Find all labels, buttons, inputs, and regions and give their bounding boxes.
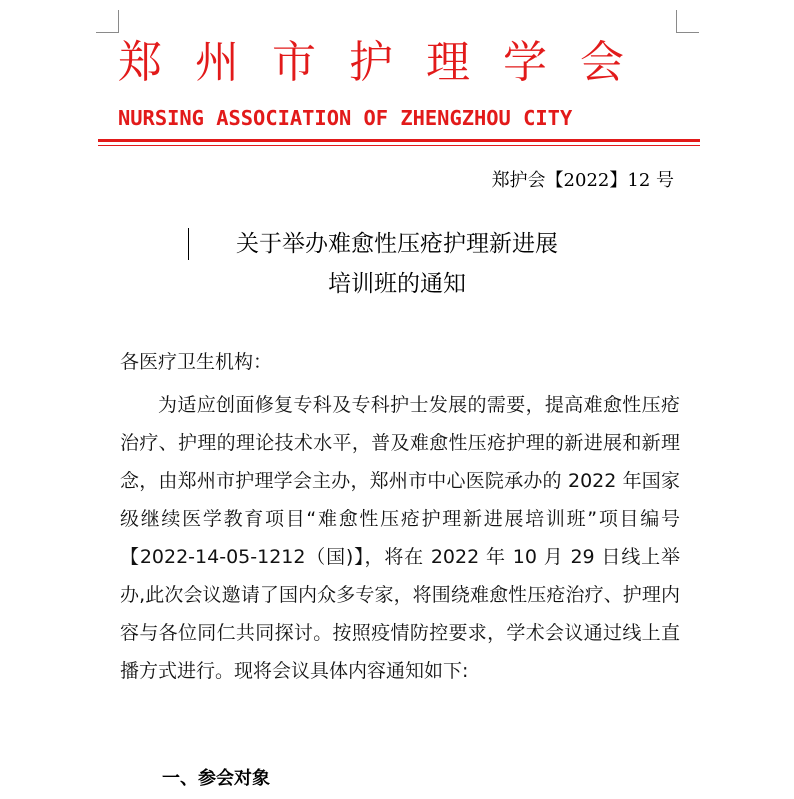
letterhead-divider-thick [98, 139, 700, 142]
margin-crop-mark-top-left [96, 10, 119, 33]
margin-crop-mark-top-right [676, 10, 699, 33]
document-number: 郑护会【2022】12 号 [491, 170, 674, 191]
document-title-line2[interactable]: 培训班的通知 [328, 271, 466, 297]
body-paragraph[interactable] [120, 386, 680, 690]
salutation[interactable]: 各医疗卫生机构： [120, 351, 273, 373]
letterhead-divider-thin [98, 145, 700, 146]
body-paragraph-text[interactable]: 为适应创面修复专科及专科护士发展的需要，提高难愈性压疮治疗、护理的理论技术水平，普及难愈性压疮护理的新进展和新理念，由郑州市护理学会主办，郑州市中心医院承办的 2022 年国家级继续医学教育项目“难愈性压疮护理新进展培训班”项目编号【2022-14-05-1212（国)】，将在 2022 年 10 月 29 日线上举办,此次会议邀请了国内众多专家，将围绕难愈性压疮治疗、护理内容与各位同仁共同探讨。按照疫情防控要求，学术会议通过线上直播方式进行。现将会议具体内容通知如下: [120, 394, 680, 682]
document-title-line1[interactable]: 关于举办难愈性压疮护理新进展 [236, 231, 558, 257]
letterhead-org-name-cn: 郑州市护理学会 [118, 37, 657, 88]
letterhead-org-name-en: NURSING ASSOCIATION OF ZHENGZHOU CITY [118, 106, 573, 130]
section-heading[interactable]: 一、参会对象 [162, 768, 270, 789]
